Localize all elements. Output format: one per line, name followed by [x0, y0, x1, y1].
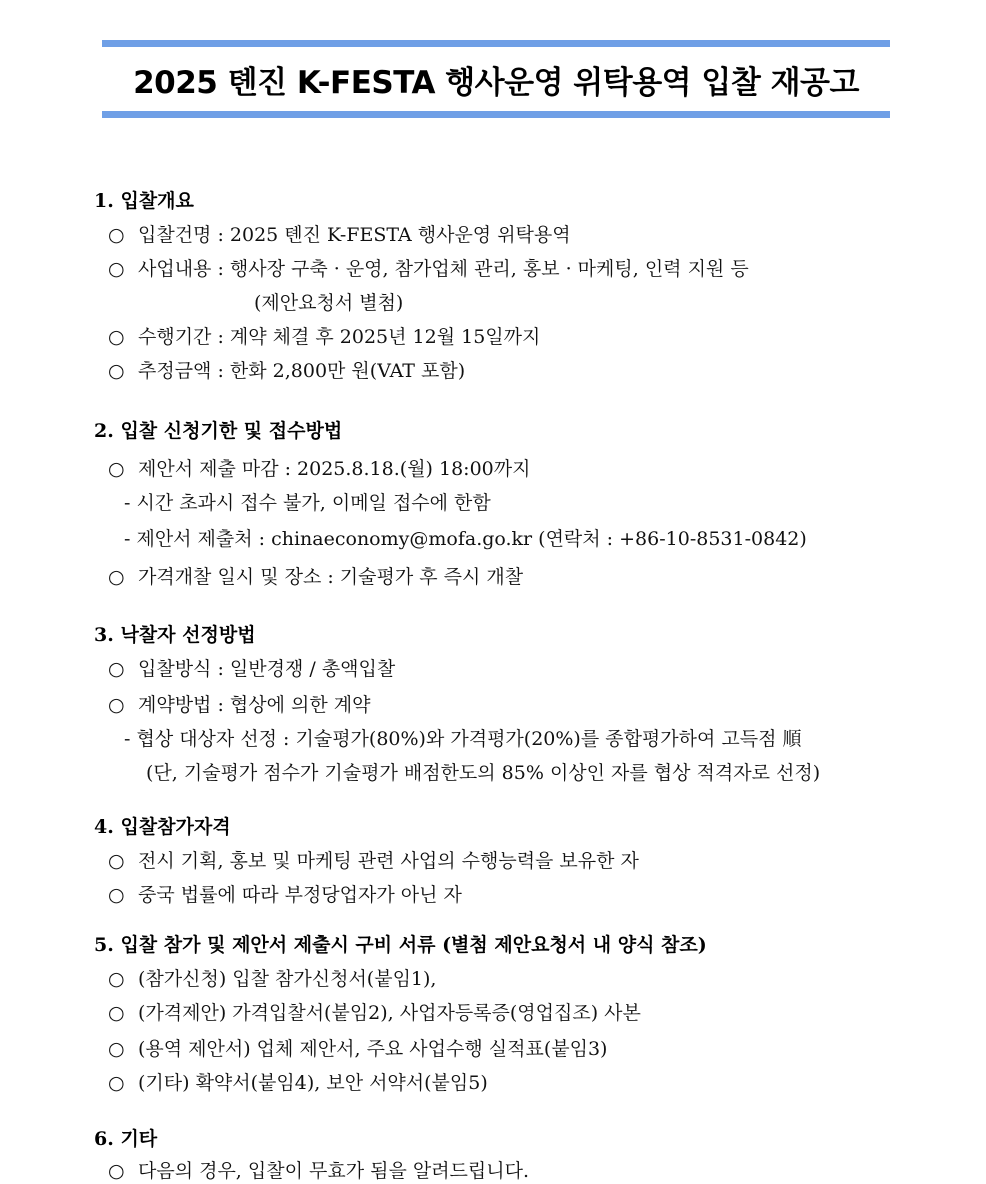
list-item: ○ (참가신청) 입찰 참가신청서(붙임1), — [108, 968, 437, 990]
list-item: ○ 입찰건명 : 2025 톈진 K-FESTA 행사운영 위탁용역 — [108, 224, 571, 246]
bullet-icon: ○ — [108, 694, 125, 716]
section-heading-5: 5. 입찰 참가 및 제안서 제출시 구비 서류 (별첨 제안요청서 내 양식 참조) — [94, 934, 707, 956]
list-item: ○ 입찰방식 : 일반경쟁 / 총액입찰 — [108, 658, 396, 680]
title-box — [102, 40, 890, 118]
bullet-icon: ○ — [108, 224, 125, 246]
bullet-icon: ○ — [108, 658, 125, 680]
bullet-icon: ○ — [108, 360, 125, 382]
list-item: ○ 가격개찰 일시 및 장소 : 기술평가 후 즉시 개찰 — [108, 566, 524, 588]
list-item: ○ (가격제안) 가격입찰서(붙임2), 사업자등록증(영업집조) 사본 — [108, 1002, 641, 1024]
sub-item: - 시간 초과시 접수 불가, 이메일 접수에 한함 — [124, 492, 491, 514]
list-item: ○ 추정금액 : 한화 2,800만 원(VAT 포함) — [108, 360, 466, 382]
section-heading-6: 6. 기타 — [94, 1128, 158, 1150]
list-item: ○ (용역 제안서) 업체 제안서, 주요 사업수행 실적표(붙임3) — [108, 1038, 608, 1060]
bullet-icon: ○ — [108, 850, 125, 872]
section-heading-4: 4. 입찰참가자격 — [94, 816, 231, 838]
sub-item-continuation: (단, 기술평가 점수가 기술평가 배점한도의 85% 이상인 자를 협상 적격자로 선정) — [146, 762, 821, 784]
list-item: ○ 전시 기획, 홍보 및 마케팅 관련 사업의 수행능력을 보유한 자 — [108, 850, 639, 872]
bullet-icon: ○ — [108, 566, 125, 588]
bullet-icon: ○ — [108, 1160, 125, 1182]
page-title: 2025 톈진 K-FESTA 행사운영 위탁용역 입찰 재공고 — [133, 64, 859, 101]
list-item: ○ 계약방법 : 협상에 의한 계약 — [108, 694, 371, 716]
sub-item: - 협상 대상자 선정 : 기술평가(80%)와 가격평가(20%)를 종합평가하여 고득점 順 — [124, 728, 802, 750]
bullet-icon: ○ — [108, 1038, 125, 1060]
section-heading-3: 3. 낙찰자 선정방법 — [94, 624, 256, 646]
list-item: ○ 수행기간 : 계약 체결 후 2025년 12월 15일까지 — [108, 326, 541, 348]
section-heading-2: 2. 입찰 신청기한 및 접수방법 — [94, 420, 343, 442]
bullet-icon: ○ — [108, 326, 125, 348]
bullet-icon: ○ — [108, 258, 125, 280]
bullet-icon: ○ — [108, 458, 125, 480]
bullet-icon: ○ — [108, 1072, 125, 1094]
bullet-icon: ○ — [108, 884, 125, 906]
sub-item: - 제안서 제출처 : chinaeconomy@mofa.go.kr (연락처 : +86-10-8531-0842) — [124, 528, 807, 550]
list-item: ○ (기타) 확약서(붙임4), 보안 서약서(붙임5) — [108, 1072, 488, 1094]
list-item-continuation: (제안요청서 별첨) — [254, 292, 404, 314]
bullet-icon: ○ — [108, 1002, 125, 1024]
list-item: ○ 사업내용 : 행사장 구축 · 운영, 참가업체 관리, 홍보 · 마케팅, 인력 지원 등 — [108, 258, 749, 280]
list-item: ○ 중국 법률에 따라 부정당업자가 아닌 자 — [108, 884, 462, 906]
bullet-icon: ○ — [108, 968, 125, 990]
section-heading-1: 1. 입찰개요 — [94, 190, 194, 212]
list-item: ○ 다음의 경우, 입찰이 무효가 됨을 알려드립니다. — [108, 1160, 530, 1182]
list-item: ○ 제안서 제출 마감 : 2025.8.18.(월) 18:00까지 — [108, 458, 531, 480]
